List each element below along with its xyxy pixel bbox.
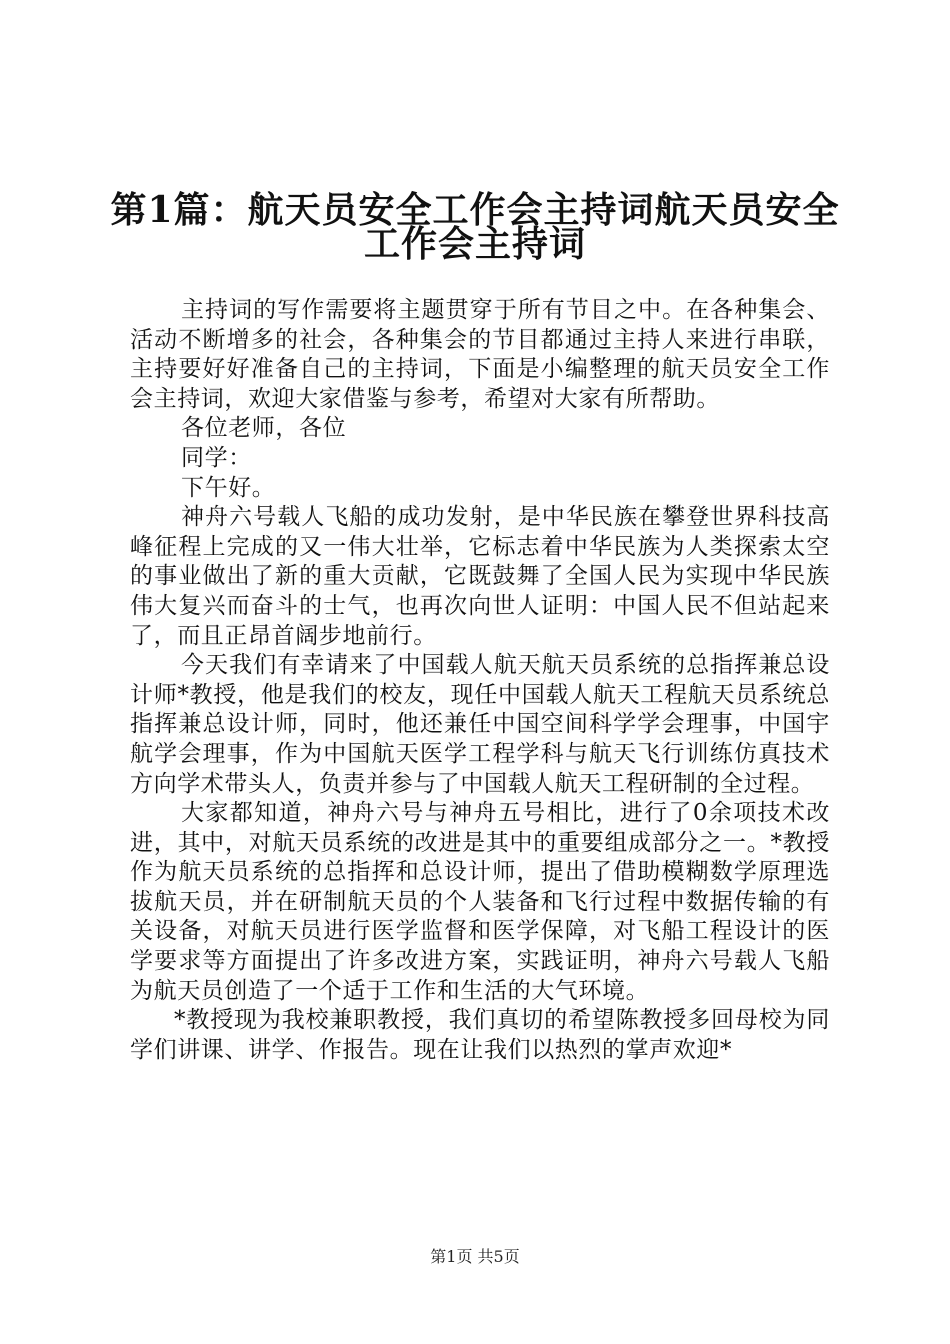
paragraph-improvements: 大家都知道，神舟六号与神舟五号相比，进行了0余项技术改进，其中，对航天员系统的改进是其中的重要组成部分之一。*教授作为航天员系统的总指挥和总设计师，提出了借助模糊数学原理选拔航天员，并在研制航天员的个人装备和飞行过程中数据传输的有关设备，对航天员进行医学监督和医学保障，对飞船工程设计的医学要求等方面提出了许多改进方案，实践证明，神舟六号载人飞船为航天员创造了一个适于工作和生活的大气环境。 xyxy=(130,800,830,1004)
page-number-footer: 第1页 共5页 xyxy=(430,1247,520,1266)
paragraph-welcome: *教授现为我校兼职教授，我们真切的希望陈教授多回母校为同学们讲课、讲学、作报告。现在让我们以热烈的掌声欢迎* xyxy=(130,1007,830,1063)
document-body xyxy=(130,296,830,1065)
paragraph-greeting-2: 同学： xyxy=(181,444,252,471)
document-title-line-2: 工作会主持词 xyxy=(363,223,586,265)
paragraph-professor-intro: 今天我们有幸请来了中国载人航天航天员系统的总指挥兼总设计师*教授，他是我们的校友，现任中国载人航天工程航天员系统总指挥兼总设计师，同时，他还兼任中国空间科学学会理事，中国宇航学会理事，作为中国航天医学工程学科与航天飞行训练仿真技术方向学术带头人，负责并参与了中国载人航天工程研制的全过程。 xyxy=(130,652,830,797)
paragraph-shenzhou-launch: 神舟六号载人飞船的成功发射，是中华民族在攀登世界科技高峰征程上完成的又一伟大壮举，它标志着中华民族为人类探索太空的事业做出了新的重大贡献，它既鼓舞了全国人民为实现中华民族伟大复兴而奋斗的士气，也再次向世人证明：中国人民不但站起来了，而且正昂首阔步地前行。 xyxy=(130,504,830,649)
paragraph-greeting-3: 下午好。 xyxy=(181,474,276,501)
paragraph-greeting-1: 各位老师，各位 xyxy=(181,415,347,442)
document-title-line-1: 第1篇：航天员安全工作会主持词航天员安全 xyxy=(110,189,840,231)
paragraph-intro: 主持词的写作需要将主题贯穿于所有节目之中。在各种集会、活动不断增多的社会，各种集会的节目都通过主持人来进行串联，主持要好好准备自己的主持词，下面是小编整理的航天员安全工作会主持词，欢迎大家借鉴与参考，希望对大家有所帮助。 xyxy=(130,297,830,412)
